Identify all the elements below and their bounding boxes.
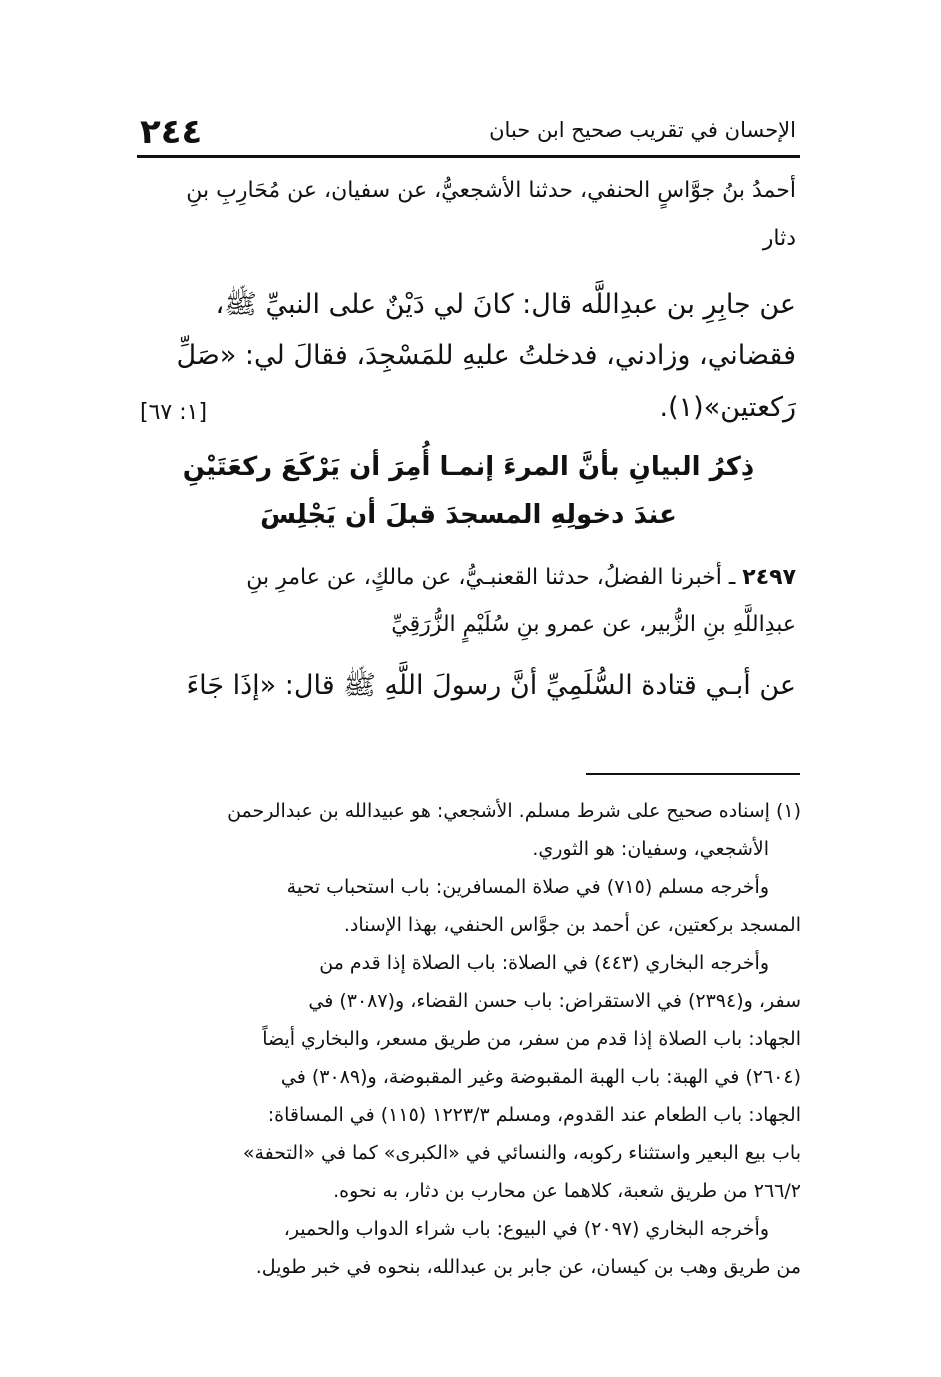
matn-line-2: فقضاني، وزادني، فدخلتُ عليهِ للمَسْجِدَ، فقالَ لي: «صَلِّ [176, 340, 796, 371]
page-number: ٢٤٤ [140, 112, 203, 152]
footnote-line: وأخرجه البخاري (٢٠٩٧) في البيوع: باب شراء الدواب والحمير، [283, 1218, 769, 1240]
sanad-line-1: أحمدُ بنُ جوَّاسٍ الحنفي، حدثنا الأشجعيُّ، عن سفيان، عن مُحَارِبِ بنِ [186, 178, 796, 203]
hadith-2497-sanad-line-2: عبدِاللَّهِ بنِ الزُّبير، عن عمرو بنِ سُلَيْمٍ الزُّرَقِيِّ [391, 612, 796, 637]
reference-citation: [١: ٦٧] [140, 400, 208, 425]
book-title: الإحسان في تقريب صحيح ابن حبان [489, 118, 796, 142]
footnote-divider [586, 773, 800, 775]
matn-line-3: رَكعتين»(١). [659, 392, 796, 423]
footnote-line: الجهاد: باب الطعام عند القدوم، ومسلم ١٢٢٣/٣ (١١٥) في المساقاة: [267, 1104, 801, 1126]
hadith-number: ٢٤٩٧ [742, 565, 796, 590]
hadith-2497-sanad-line-1 [246, 565, 796, 590]
footnote-line: باب بيع البعير واستثناء ركوبه، والنسائي في «الكبرى» كما في «التحفة» [242, 1142, 801, 1164]
chapter-heading-line-1: ذِكرُ البيانِ بأنَّ المرءَ إنمـا أُمِرَ أن يَرْكَعَ ركعَتَيْنِ [182, 452, 755, 482]
matn-line-1: عن جابِرِ بن عبدِاللَّه قال: كانَ لي دَيْنٌ على النبيِّ ﷺ، [215, 289, 796, 320]
footnote-line: (٢٦٠٤) في الهبة: باب الهبة المقبوضة وغير المقبوضة، و(٣٠٨٩) في [280, 1066, 801, 1088]
footnote-line: الأشجعي، وسفيان: هو الثوري. [532, 838, 769, 860]
footnote-line: المسجد بركعتين، عن أحمد بن جوَّاس الحنفي، بهذا الإسناد. [343, 914, 801, 936]
footnote-line: سفر، و(٢٣٩٤) في الاستقراض: باب حسن القضاء، و(٣٠٨٧) في [308, 990, 801, 1012]
sanad-line-2: دثار [762, 226, 796, 251]
chapter-heading-line-2: عندَ دخولِهِ المسجدَ قبلَ أن يَجْلِسَ [260, 500, 677, 530]
footnote-line: (١) إسناده صحيح على شرط مسلم. الأشجعي: هو عبيدالله بن عبدالرحمن [227, 800, 801, 822]
header-divider [137, 155, 800, 158]
footnote-line: ٢٦٦/٢ من طريق شعبة، كلاهما عن محارب بن دثار، به نحوه. [333, 1180, 801, 1202]
footnote-line: وأخرجه مسلم (٧١٥) في صلاة المسافرين: باب استحباب تحية [286, 876, 769, 898]
hadith-sanad-text: ـ أخبرنا الفضلُ، حدثنا القعنبـيُّ، عن مالكٍ، عن عامرِ بنِ [246, 565, 736, 590]
footnote-line: الجهاد: باب الصلاة إذا قدم من سفر، من طريق مسعر، والبخاري أيضاً [262, 1028, 801, 1050]
footnote-line: وأخرجه البخاري (٤٤٣) في الصلاة: باب الصلاة إذا قدم من [319, 952, 769, 974]
footnote-line: من طريق وهب بن كيسان، عن جابر بن عبدالله، بنحوه في خبر طويل. [255, 1256, 801, 1278]
hadith-2497-matn-line-1: عن أبـي قتادة السُّلَمِيِّ أنَّ رسولَ اللَّهِ ﷺ قال: «إذَا جَاءَ [186, 670, 796, 701]
